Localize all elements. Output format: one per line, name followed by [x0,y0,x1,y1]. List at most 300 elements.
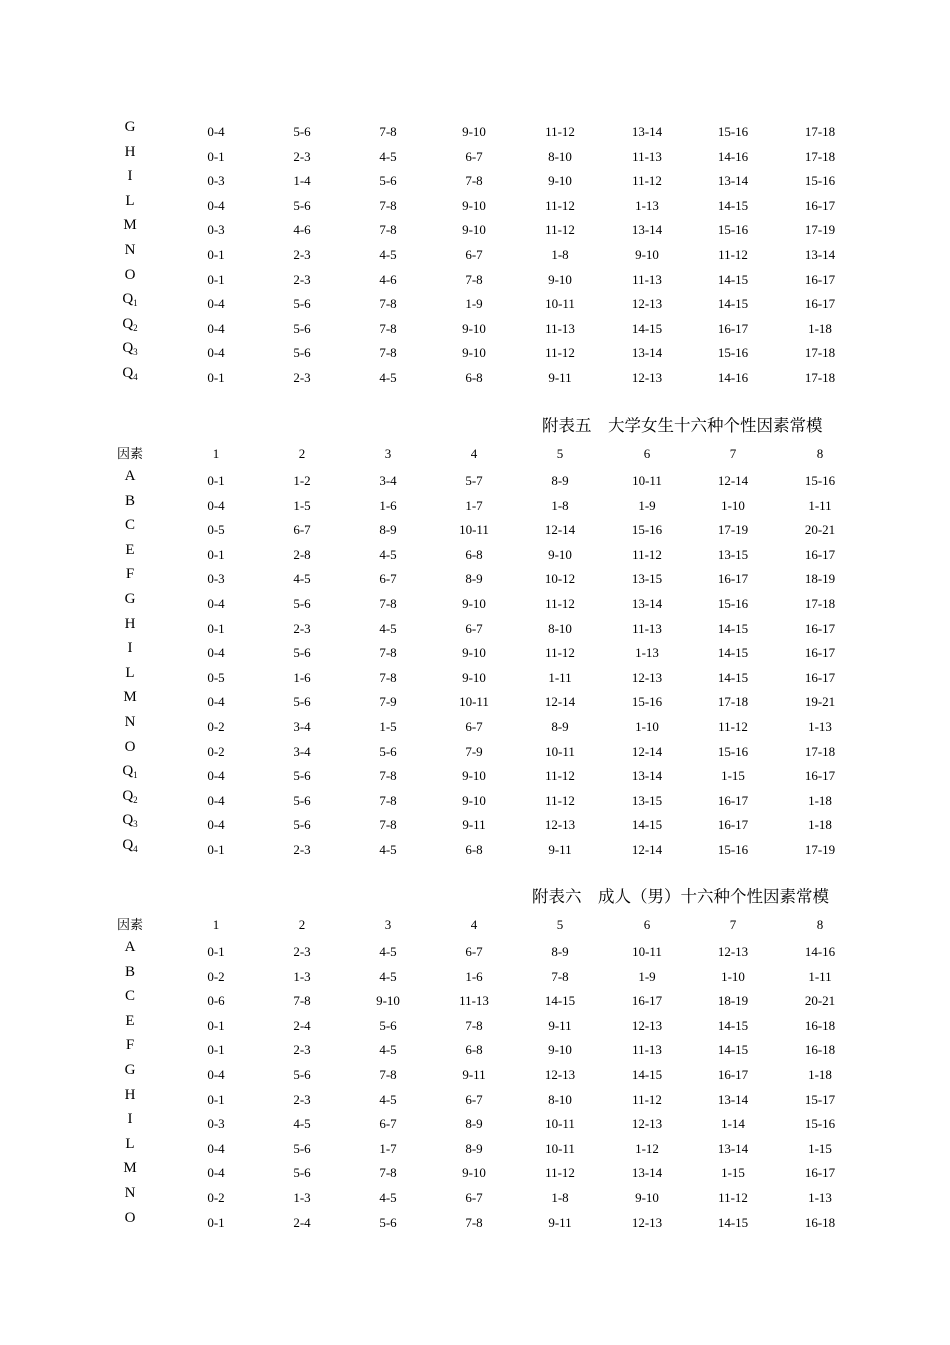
score-cell: 5-7 [465,473,483,488]
score-cell: 6-8 [465,369,483,385]
score-cell: 9-11 [548,841,572,857]
score-cell: 14-15 [717,1042,749,1058]
score-cell: 0-4 [207,768,225,784]
factor-label [100,215,160,235]
score-cell: 7-9 [465,743,483,759]
factor-label [100,663,160,683]
table6-body [0,913,950,1232]
score-cell: 17-19 [804,841,836,857]
header-column-7: 7 [729,446,737,461]
factor-subscript: 1 [133,298,138,309]
score-cell: 0-4 [207,1140,225,1156]
score-cell: 11-13 [632,620,662,636]
score-cell: 1-6 [379,497,397,513]
score-cell: 0-1 [207,1042,225,1058]
score-cell: 0-1 [207,944,225,959]
score-cell: 1-18 [808,792,832,808]
factor-label [100,589,160,609]
score-cell: 16-17 [717,571,749,587]
score-cell: 4-5 [379,620,397,636]
factor-label [100,564,160,584]
factor-letter: I [127,1111,133,1128]
factor-label [100,638,160,658]
score-cell: 2-3 [293,841,311,857]
score-cell: 5-6 [293,320,311,336]
score-cell: 12-13 [631,1116,663,1132]
table-row [0,338,950,363]
score-cell: 11-12 [718,718,748,734]
score-cell: 13-14 [631,1165,663,1181]
score-cell: 11-12 [632,546,662,562]
score-cell: 2-3 [293,369,311,385]
score-cell: 13-14 [631,595,663,611]
score-cell: 10-11 [545,1116,575,1132]
header-column-1: 1 [212,917,220,932]
factor-letter: M [123,1160,137,1177]
factor-letter: Q [122,812,134,829]
score-cell: 1-6 [293,669,311,685]
score-cell: 11-13 [632,148,662,164]
score-cell: 10-11 [632,944,662,959]
score-cell: 10-11 [459,694,489,710]
factor-letter: F [125,1037,135,1054]
score-cell: 3-4 [293,743,311,759]
score-cell: 2-3 [293,1091,311,1107]
score-cell: 10-11 [545,1140,575,1156]
score-cell: 12-14 [544,694,576,710]
score-cell: 4-6 [293,222,311,238]
score-cell: 9-10 [548,173,572,189]
factor-label [100,466,160,486]
score-cell: 1-4 [293,173,311,189]
header-column-5: 5 [556,446,564,461]
score-cell: 14-16 [804,944,836,959]
score-cell: 4-5 [379,968,397,984]
score-cell: 1-13 [635,645,659,661]
score-cell: 1-3 [293,1189,311,1205]
factor-letter: H [124,615,136,632]
score-cell: 0-2 [207,718,225,734]
factor-letter: M [123,217,137,234]
factor-label [100,363,160,387]
factor-label [100,314,160,338]
score-cell: 8-9 [379,522,397,538]
factor-letter: L [125,664,135,681]
score-cell: 13-14 [631,124,663,139]
score-cell: 7-8 [465,1017,483,1033]
table-row [0,466,950,491]
score-cell: 0-3 [207,571,225,587]
factor-subscript: 4 [133,843,138,854]
score-cell: 11-12 [718,1189,748,1205]
factor-letter: Q [122,340,134,357]
score-cell: 16-17 [804,546,836,562]
score-cell: 16-18 [804,1042,836,1058]
score-cell: 7-8 [465,271,483,287]
table4-body [0,117,950,388]
score-cell: 7-8 [379,595,397,611]
score-cell: 1-15 [721,768,745,784]
score-cell: 1-10 [721,968,745,984]
score-cell: 9-10 [548,271,572,287]
factor-letter: B [124,492,135,509]
score-cell: 6-7 [379,571,397,587]
factor-subscript: 2 [133,322,138,333]
score-cell: 14-15 [717,620,749,636]
header-column-4: 4 [470,446,478,461]
score-cell: 5-6 [293,645,311,661]
score-cell: 9-10 [462,222,486,238]
factor-label [100,986,160,1006]
score-cell: 4-5 [379,1189,397,1205]
score-cell: 14-15 [717,669,749,685]
score-cell: 15-16 [717,595,749,611]
factor-label [100,786,160,810]
score-cell: 5-6 [379,1017,397,1033]
score-cell: 11-12 [545,124,575,139]
table-row [0,265,950,290]
table-row [0,1183,950,1208]
score-cell: 13-14 [717,1140,749,1156]
score-cell: 5-6 [293,345,311,361]
score-cell: 10-11 [459,522,489,538]
score-cell: 1-8 [551,1189,569,1205]
score-cell: 1-11 [808,968,832,984]
score-cell: 6-7 [465,944,483,959]
factor-letter: E [125,541,135,558]
table-row [0,363,950,388]
score-cell: 12-14 [631,743,663,759]
score-cell: 7-8 [379,1165,397,1181]
factor-label [100,1208,160,1228]
score-cell: 1-18 [808,320,832,336]
header-column-4: 4 [470,917,478,932]
factor-label [100,1085,160,1105]
score-cell: 0-3 [207,222,225,238]
table5-body [0,442,950,860]
score-cell: 1-7 [379,1140,397,1156]
score-cell: 6-7 [465,718,483,734]
score-cell: 0-4 [207,197,225,213]
factor-label [100,937,160,957]
table-row [0,937,950,962]
score-cell: 5-6 [293,792,311,808]
score-cell: 6-7 [465,148,483,164]
score-cell: 15-16 [717,124,749,139]
score-cell: 10-11 [545,743,575,759]
score-cell: 1-9 [465,296,483,312]
score-cell: 1-13 [808,1189,832,1205]
table-row [0,687,950,712]
score-cell: 15-16 [804,1116,836,1132]
score-cell: 11-12 [545,792,575,808]
score-cell: 0-4 [207,817,225,833]
table-header-row [0,442,950,466]
score-cell: 1-15 [808,1140,832,1156]
factor-letter: G [124,119,136,135]
score-cell: 3-4 [379,473,397,488]
score-cell: 4-5 [379,148,397,164]
score-cell: 7-8 [379,768,397,784]
score-cell: 15-16 [804,173,836,189]
factor-label [100,240,160,260]
score-cell: 11-12 [545,345,575,361]
score-cell: 2-3 [293,1042,311,1058]
score-cell: 6-7 [379,1116,397,1132]
score-cell: 16-17 [804,620,836,636]
score-cell: 11-12 [718,246,748,262]
score-cell: 4-5 [379,1091,397,1107]
table-row [0,540,950,565]
score-cell: 0-2 [207,968,225,984]
header-column-6: 6 [643,917,651,932]
score-cell: 0-1 [207,546,225,562]
score-cell: 16-17 [804,768,836,784]
table-row [0,240,950,265]
score-cell: 8-9 [465,1116,483,1132]
score-cell: 15-16 [717,345,749,361]
score-cell: 8-9 [551,473,569,488]
table6-caption: 附表六 成人（男）十六种个性因素常模 [532,887,829,906]
factor-subscript: 1 [133,770,138,781]
score-cell: 15-16 [717,743,749,759]
score-cell: 16-17 [804,669,836,685]
header-column-3: 3 [384,446,392,461]
score-cell: 9-10 [462,669,486,685]
score-cell: 12-13 [631,296,663,312]
header-column-7: 7 [729,917,737,932]
factor-letter: N [124,241,136,258]
score-cell: 11-12 [545,768,575,784]
score-cell: 14-15 [717,1017,749,1033]
score-cell: 11-13 [632,1042,662,1058]
score-cell: 11-13 [459,993,489,1009]
score-cell: 12-13 [544,1066,576,1082]
score-cell: 0-4 [207,792,225,808]
factor-subscript: 3 [133,819,138,830]
header-factor-label: 因素 [116,446,143,461]
score-cell: 16-17 [717,320,749,336]
factor-label [100,289,160,313]
table-header-row [0,913,950,937]
header-column-8: 8 [816,917,824,932]
score-cell: 5-6 [293,595,311,611]
table-row [0,142,950,167]
score-cell: 0-1 [207,271,225,287]
score-cell: 7-8 [379,222,397,238]
score-cell: 0-4 [207,345,225,361]
factor-letter: Q [122,291,134,308]
score-cell: 10-12 [544,571,576,587]
header-column-3: 3 [384,917,392,932]
score-cell: 2-4 [293,1017,311,1033]
score-cell: 1-13 [635,197,659,213]
table-row [0,215,950,240]
score-cell: 1-11 [808,497,832,513]
score-cell: 18-19 [717,993,749,1009]
score-cell: 0-3 [207,1116,225,1132]
score-cell: 7-8 [379,645,397,661]
score-cell: 0-4 [207,1165,225,1181]
score-cell: 14-16 [717,369,749,385]
score-cell: 14-15 [717,271,749,287]
score-cell: 7-8 [379,124,397,139]
score-cell: 7-8 [379,320,397,336]
score-cell: 12-13 [631,1017,663,1033]
factor-label [100,737,160,757]
score-cell: 2-3 [293,944,311,959]
score-cell: 6-7 [465,1091,483,1107]
factor-letter: Q [122,836,134,853]
score-cell: 7-8 [379,817,397,833]
score-cell: 13-14 [631,768,663,784]
table-row [0,117,950,142]
score-cell: 0-4 [207,124,225,139]
score-cell: 1-7 [465,497,483,513]
score-cell: 16-17 [717,1066,749,1082]
score-cell: 20-21 [804,993,836,1009]
factor-letter: Q [122,787,134,804]
table-row [0,564,950,589]
score-cell: 0-1 [207,369,225,385]
score-cell: 7-8 [379,296,397,312]
score-cell: 20-21 [804,522,836,538]
score-cell: 2-3 [293,620,311,636]
factor-letter: Q [122,763,134,780]
score-cell: 16-18 [804,1017,836,1033]
factor-label [100,962,160,982]
score-cell: 9-10 [635,1189,659,1205]
table-row [0,1085,950,1110]
score-cell: 0-2 [207,1189,225,1205]
score-cell: 0-1 [207,246,225,262]
score-cell: 6-7 [465,246,483,262]
score-cell: 0-4 [207,595,225,611]
score-cell: 15-16 [631,694,663,710]
score-cell: 0-1 [207,1017,225,1033]
factor-label [100,1134,160,1154]
score-cell: 16-17 [804,296,836,312]
score-cell: 0-4 [207,694,225,710]
factor-letter: G [124,1061,136,1078]
score-cell: 9-10 [462,197,486,213]
score-cell: 17-19 [717,522,749,538]
header-column-2: 2 [298,917,306,932]
score-cell: 17-19 [804,222,836,238]
factor-letter: C [124,517,135,534]
score-cell: 1-9 [638,968,656,984]
table-row [0,962,950,987]
score-cell: 5-6 [293,1066,311,1082]
score-cell: 10-11 [632,473,662,488]
factor-letter: A [124,939,136,955]
score-cell: 4-5 [379,369,397,385]
factor-letter: A [124,468,136,484]
score-cell: 12-14 [631,841,663,857]
factor-subscript: 3 [133,347,138,358]
header-factor-label: 因素 [116,917,143,932]
table-row [0,986,950,1011]
score-cell: 16-17 [804,645,836,661]
score-cell: 6-8 [465,546,483,562]
factor-label [100,1183,160,1203]
score-cell: 9-11 [548,1214,572,1230]
score-cell: 8-9 [465,571,483,587]
score-cell: 1-5 [379,718,397,734]
score-cell: 16-17 [717,792,749,808]
score-cell: 9-10 [462,1165,486,1181]
header-column-6: 6 [643,446,651,461]
table-row [0,191,950,216]
table5-caption: 附表五 大学女生十六种个性因素常模 [542,416,823,435]
score-cell: 14-15 [544,993,576,1009]
score-cell: 5-6 [293,694,311,710]
score-cell: 5-6 [379,173,397,189]
score-cell: 7-9 [379,694,397,710]
score-cell: 11-12 [545,1165,575,1181]
factor-label [100,687,160,707]
score-cell: 9-11 [462,1066,486,1082]
table-row [0,737,950,762]
factor-label [100,1035,160,1055]
score-cell: 0-4 [207,1066,225,1082]
score-cell: 5-6 [293,197,311,213]
score-cell: 0-3 [207,173,225,189]
factor-subscript: 2 [133,794,138,805]
score-cell: 4-6 [379,271,397,287]
score-cell: 14-15 [717,645,749,661]
score-cell: 7-8 [551,968,569,984]
score-cell: 1-5 [293,497,311,513]
score-cell: 0-1 [207,1091,225,1107]
factor-letter: Q [122,364,134,381]
header-column-1: 1 [212,446,220,461]
score-cell: 0-5 [207,669,225,685]
header-column-2: 2 [298,446,306,461]
score-cell: 16-17 [804,197,836,213]
factor-label [100,1158,160,1178]
score-cell: 14-15 [717,197,749,213]
score-cell: 9-10 [462,595,486,611]
score-cell: 11-12 [632,1091,662,1107]
factor-label [100,515,160,535]
factor-label [100,761,160,785]
table-row [0,1208,950,1233]
score-cell: 7-8 [379,792,397,808]
score-cell: 17-18 [804,148,836,164]
factor-letter: I [127,168,133,185]
factor-label [100,338,160,362]
table-row [0,810,950,835]
table-row [0,491,950,516]
score-cell: 0-6 [207,993,225,1009]
score-cell: 0-4 [207,497,225,513]
table-row [0,835,950,860]
score-cell: 0-4 [207,296,225,312]
score-cell: 13-14 [631,222,663,238]
score-cell: 6-7 [293,522,311,538]
score-cell: 19-21 [804,694,836,710]
score-cell: 0-4 [207,320,225,336]
score-cell: 1-10 [635,718,659,734]
factor-label [100,1011,160,1031]
score-cell: 1-15 [721,1165,745,1181]
score-cell: 2-4 [293,1214,311,1230]
score-cell: 13-14 [804,246,836,262]
table-row [0,638,950,663]
score-cell: 16-17 [804,1165,836,1181]
score-cell: 1-12 [635,1140,659,1156]
